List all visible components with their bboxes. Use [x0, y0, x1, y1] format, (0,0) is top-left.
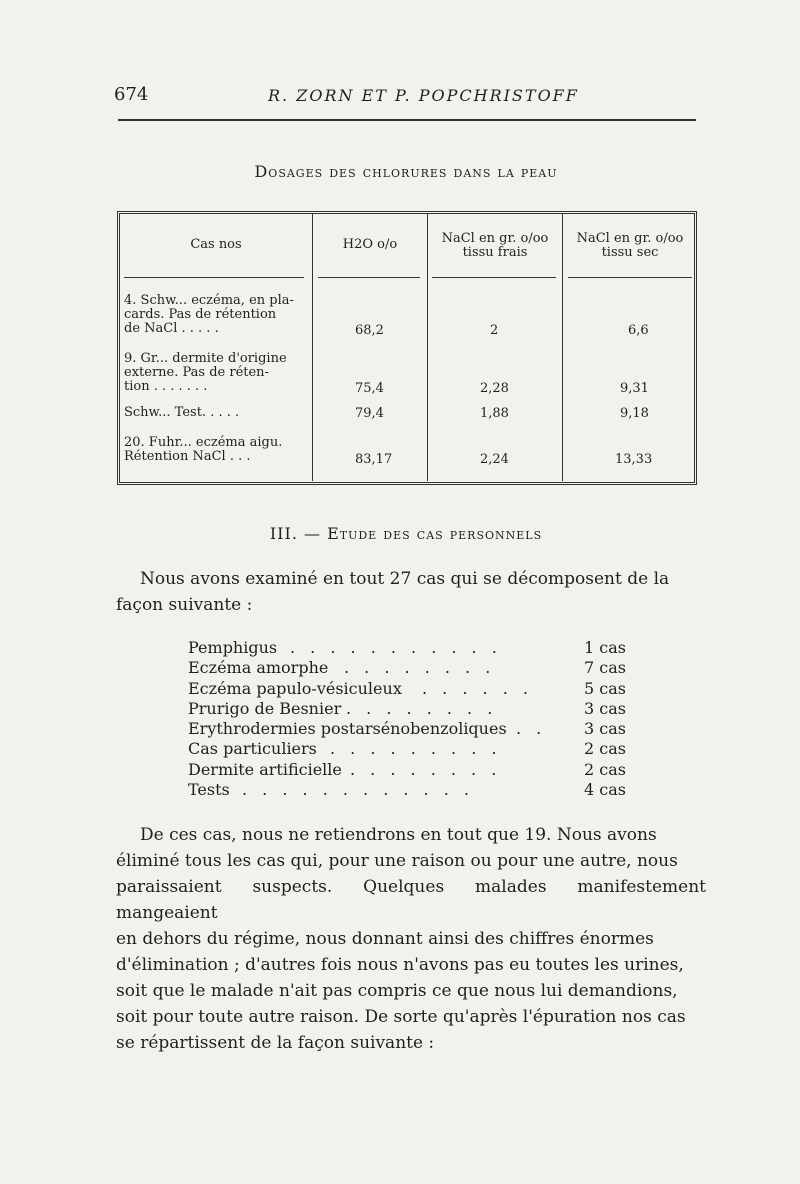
leader-dots: . . . . . . . . . . . . — [242, 780, 474, 799]
cell-h2o: 83,17 — [355, 452, 393, 467]
case-list-item: Prurigo de Besnier — [188, 699, 342, 718]
column-header-nacl-frais: NaCl en gr. o/oo tissu frais — [441, 231, 549, 260]
table-row-label: Schw... Test. . . . . — [124, 405, 240, 420]
paragraph-intro: Nous avons examiné en tout 27 cas qui se décomposent de la façon suivante : — [116, 569, 670, 615]
leader-dots: . . . . . . . . . . . — [290, 638, 502, 657]
cell-nacl-frais: 1,88 — [480, 406, 509, 421]
cell-h2o: 68,2 — [355, 323, 384, 338]
paragraph-discussion: De ces cas, nous ne retiendrons en tout que 19. Nous avons éliminé tous les cas qui, pour une raison ou pour une autre, nous paraissaient suspects. Quelques malades manifestement mangeaient en dehors du régime, nous donnant ainsi des chiffres énormes d'élimination ; d'autres fois nous n'avons pas eu toutes les urines, soit que le malade n'ait pas compris ce que nous lui demandions, soit pour toute autre raison. De sorte qu'après l'épuration nos cas se répartissent de la façon suivante : — [116, 825, 706, 1053]
header-underline — [568, 277, 692, 278]
section-heading: III. — Etude des cas personnels — [269, 524, 543, 543]
leader-dots: . . — [516, 719, 547, 738]
case-count: 3 cas — [584, 699, 626, 718]
cell-h2o: 79,4 — [355, 406, 384, 421]
header-underline — [432, 277, 556, 278]
case-list-item: Cas particuliers — [188, 739, 317, 758]
leader-dots: . . . . . . . . . — [330, 739, 502, 758]
table-divider — [562, 213, 563, 481]
case-list-item: Erythrodermies postarsénobenzoliques — [188, 719, 507, 738]
case-count: 3 cas — [584, 719, 626, 738]
table-row-label: 4. Schw... eczéma, en pla- cards. Pas de rétention de NaCl . . . . . — [124, 293, 294, 336]
case-count: 1 cas — [584, 638, 626, 657]
case-list-item: Tests — [188, 780, 230, 799]
table-divider — [427, 213, 428, 481]
column-header-cas: Cas nos — [190, 237, 242, 252]
leader-dots: . . . . . . . . — [344, 658, 496, 677]
case-list-item: Eczéma papulo-vésiculeux — [188, 679, 402, 698]
case-count: 7 cas — [584, 658, 626, 677]
cell-h2o: 75,4 — [355, 381, 384, 396]
leader-dots: . . . . . . . . — [346, 699, 498, 718]
case-list-item: Pemphigus — [188, 638, 278, 657]
case-count: 2 cas — [584, 739, 626, 758]
cell-nacl-sec: 9,18 — [620, 406, 649, 421]
case-count: 5 cas — [584, 679, 626, 698]
cell-nacl-sec: 13,33 — [615, 452, 653, 467]
leader-dots: . . . . . . . . — [350, 760, 502, 779]
cell-nacl-frais: 2 — [490, 323, 499, 338]
page-number: 674 — [114, 84, 149, 105]
column-header-nacl-sec: NaCl en gr. o/oo tissu sec — [576, 231, 684, 260]
cell-nacl-sec: 6,6 — [628, 323, 649, 338]
header-rule — [118, 119, 696, 121]
table-title: Dosages des chlorures dans la peau — [254, 162, 558, 181]
header-underline — [124, 277, 304, 278]
table-divider — [312, 213, 313, 481]
case-count: 4 cas — [584, 780, 626, 799]
header-underline — [318, 277, 420, 278]
cell-nacl-frais: 2,24 — [480, 452, 509, 467]
case-count: 2 cas — [584, 760, 626, 779]
column-header-h2o: H2O o/o — [342, 237, 398, 252]
cell-nacl-sec: 9,31 — [620, 381, 649, 396]
table-row-label: 20. Fuhr... eczéma aigu. Rétention NaCl . . . — [124, 435, 283, 464]
cell-nacl-frais: 2,28 — [480, 381, 509, 396]
leader-dots: . . . . . . — [422, 679, 533, 698]
running-title: R. ZORN ET P. POPCHRISTOFF — [268, 86, 579, 105]
table-row-label: 9. Gr... dermite d'origine externe. Pas de réten- tion . . . . . . . — [124, 351, 287, 394]
case-list-item: Dermite artificielle — [188, 760, 342, 779]
case-list-item: Eczéma amorphe — [188, 658, 329, 677]
